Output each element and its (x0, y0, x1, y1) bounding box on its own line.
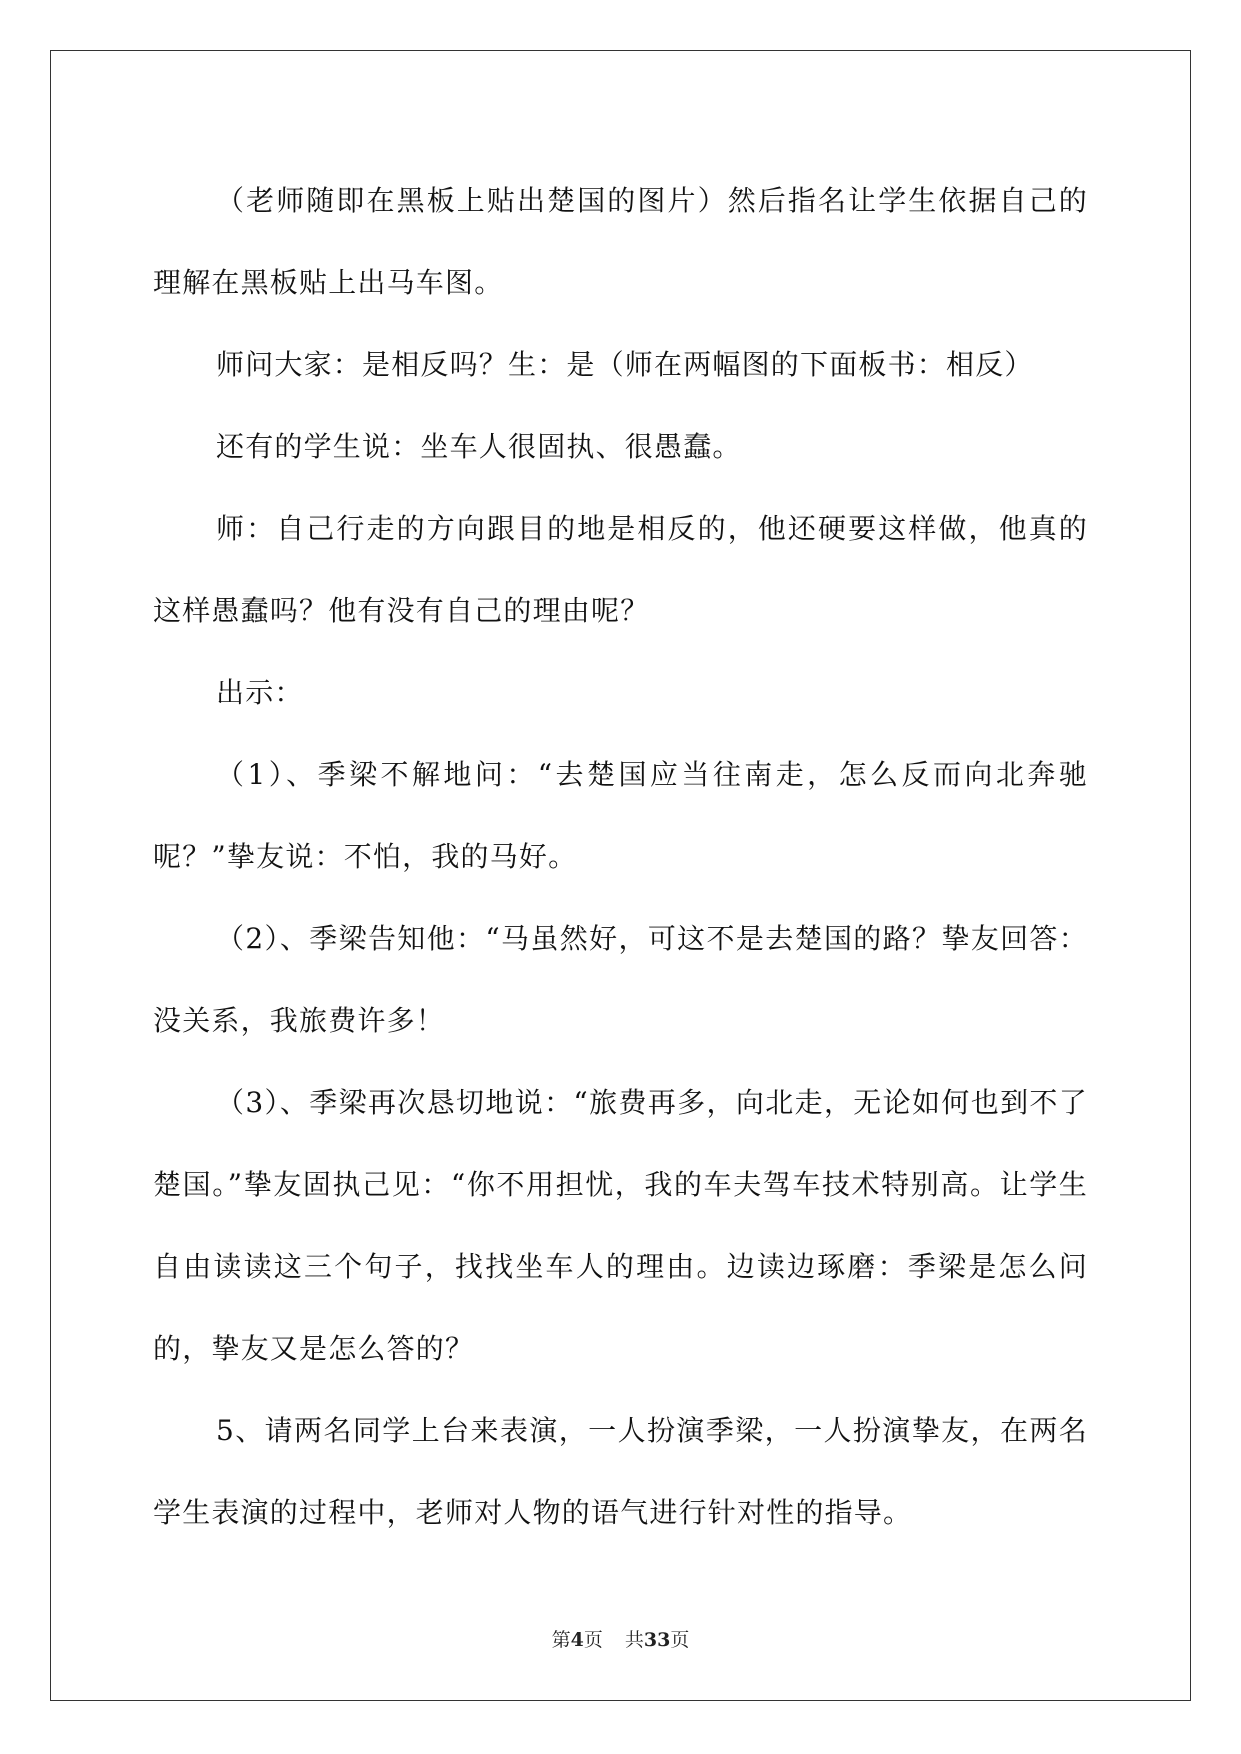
paragraph: 师：自己行走的方向跟目的地是相反的，他还硬要这样做，他真的这样愚蠢吗？他有没有自己的理由呢？ (153, 512, 1088, 627)
paragraph: 5、请两名同学上台来表演，一人扮演季梁，一人扮演挚友，在两名学生表演的过程中，老师对人物的语气进行针对性的指导。 (153, 1414, 1088, 1529)
paragraph: 师问大家：是相反吗？生：是（师在两幅图的下面板书：相反） (216, 348, 1034, 381)
paragraph: 出示： (216, 676, 304, 709)
paragraph: （老师随即在黑板上贴出楚国的图片）然后指名让学生依据自己的理解在黑板贴上出马车图。 (153, 184, 1088, 299)
footer-total-suffix: 页 (670, 1629, 690, 1651)
footer-total-prefix: 共 (624, 1629, 644, 1651)
document-body (153, 160, 1088, 1554)
footer-page-suffix: 页 (583, 1629, 603, 1651)
paragraph: （2）、季梁告知他：“马虽然好，可这不是去楚国的路？挚友回答：没关系，我旅费许多！ (153, 922, 1088, 1037)
page-number: 4 (570, 1629, 584, 1651)
total-pages: 33 (643, 1629, 671, 1651)
paragraph: （3）、季梁再次恳切地说：“旅费再多，向北走，无论如何也到不了楚国。”挚友固执己见：“你不用担忧，我的车夫驾车技术特别高。让学生自由读读这三个句子，找找坐车人的理由。边读边琢磨：季梁是怎么问的，挚友又是怎么答的？ (153, 1086, 1088, 1365)
paragraph: 还有的学生说：坐车人很固执、很愚蠢。 (216, 430, 742, 463)
page-footer (0, 1625, 1241, 1652)
paragraph: （1）、季梁不解地问：“去楚国应当往南走，怎么反而向北奔驰呢？”挚友说：不怕，我的马好。 (153, 758, 1088, 873)
footer-prefix: 第 (551, 1629, 571, 1651)
